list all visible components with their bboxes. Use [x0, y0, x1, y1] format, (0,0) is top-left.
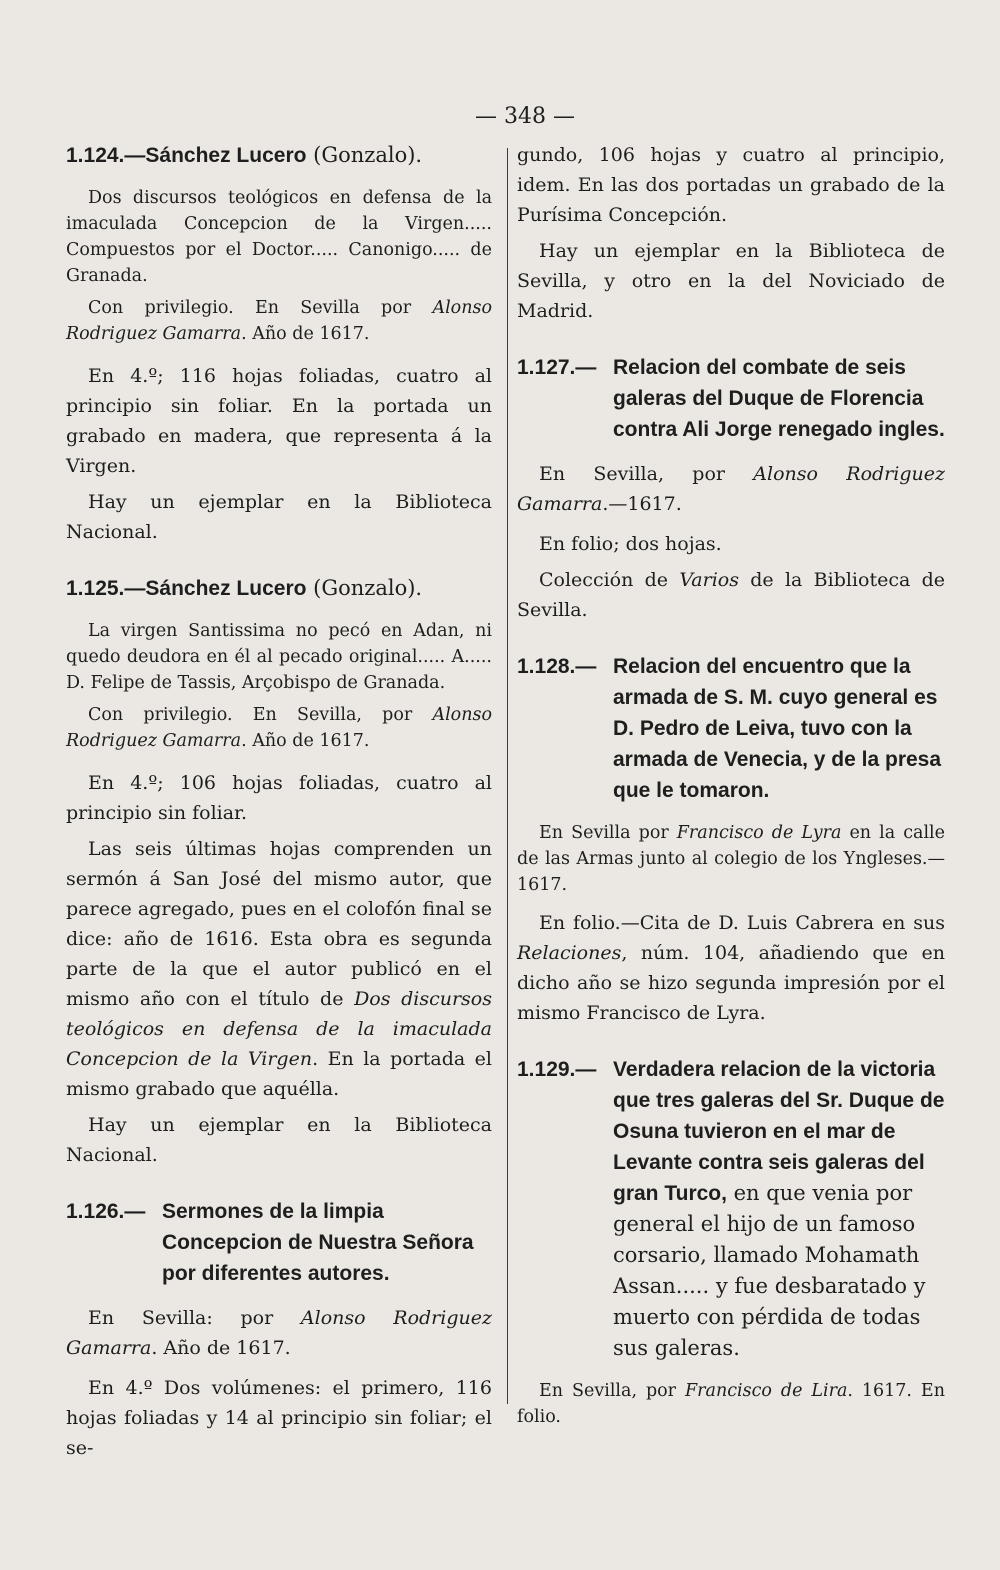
entry-heading	[517, 1054, 945, 1364]
imprint: En Sevilla, por Alonso Rodriguez Gamarra.—1617.	[517, 463, 945, 515]
imprint: En Sevilla, por Francisco de Lira. 1617. En folio.	[517, 1381, 945, 1427]
entry-title: Relacion del combate de seis galeras del Duque de Florencia contra Ali Jorge renegado ingles.	[613, 356, 945, 441]
entry-number: 1.124.—	[66, 144, 146, 167]
entry-title-text: La virgen Santissima no pecó en Adan, ni quedo deudora en él al pecado original..... A..... D. Felipe de Tassis, Arçobispo de Granada.	[66, 621, 492, 693]
location-note: Hay un ejemplar en la Biblioteca Nacional.	[66, 491, 492, 543]
entry-1124	[66, 140, 492, 547]
entry-title: Sermones de la limpia Concepcion de Nuestra Señora por diferentes autores.	[162, 1200, 474, 1285]
entry-author: Sánchez Lucero	[145, 577, 307, 600]
right-column	[517, 140, 945, 1456]
description-continued: gundo, 106 hojas y cuatro al principio, idem. En las dos portadas un grabado de la Purísima Concepción.	[517, 144, 945, 226]
imprint: Con privilegio. En Sevilla por Alonso Rodriguez Gamarra. Año de 1617.	[66, 298, 492, 344]
entry-author: Sánchez Lucero	[145, 144, 307, 167]
note: Las seis últimas hojas comprenden un sermón á San José del mismo autor, que parece agregado, pues en el colofón final se dice: año de 1616. Esta obra es segunda parte de la que el autor publicó en el mismo año con el título de Dos discursos teológicos en defensa de la imaculada Concepcion de la Virgen. En la portada el mismo grabado que aquélla.	[66, 838, 493, 1100]
location-note: Hay un ejemplar en la Biblioteca de Sevilla, y otro en la del Noviciado de Madrid.	[517, 240, 945, 322]
description: En 4.º; 116 hojas foliadas, cuatro al principio sin foliar. En la portada un grabado en madera, que representa á la Virgen.	[66, 365, 492, 477]
description: En 4.º Dos volúmenes: el primero, 116 hojas foliadas y 14 al principio sin foliar; el se-	[66, 1377, 492, 1459]
description: En folio.—Cita de D. Luis Cabrera en sus Relaciones, núm. 104, añadiendo que en dicho año se hizo segunda impresión por el mismo Francisco de Lyra.	[517, 912, 945, 1024]
entry-title: Verdadera relacion de la victoria que tres galeras del Sr. Duque de Osuna tuvieron en el mar de Levante contra seis galeras del gran Turco,	[613, 1058, 945, 1205]
entry-1126	[66, 1196, 492, 1463]
description: En folio; dos hojas.	[539, 533, 722, 555]
entry-heading	[66, 573, 492, 604]
entry-1128	[517, 651, 945, 1028]
entry-heading	[517, 651, 945, 806]
entry-number: 1.125.—	[66, 577, 146, 600]
entry-heading	[66, 1196, 492, 1289]
entry-1126-continued	[517, 140, 945, 326]
entry-1125	[66, 573, 492, 1170]
imprint: Con privilegio. En Sevilla, por Alonso Rodriguez Gamarra. Año de 1617.	[66, 705, 492, 751]
entry-title-rest: en que venia por general el hijo de un famoso corsario, llamado Mohamath Assan..... y fue desbaratado y muerto con pérdida de todas sus galeras.	[613, 1181, 926, 1360]
entry-number: 1.129.—	[517, 1058, 597, 1081]
entry-number: 1.127.—	[517, 356, 597, 379]
entry-author-name: (Gonzalo).	[306, 143, 423, 167]
left-column	[66, 140, 492, 1489]
entry-author-name: (Gonzalo).	[306, 576, 423, 600]
imprint: En Sevilla: por Alonso Rodriguez Gamarra. Año de 1617.	[66, 1307, 492, 1359]
entry-1127	[517, 352, 945, 625]
location-note: Hay un ejemplar en la Biblioteca Nacional.	[66, 1114, 492, 1166]
location-note: Colección de Varios de la Biblioteca de Sevilla.	[517, 569, 945, 621]
entry-number: 1.126.—	[66, 1200, 146, 1223]
column-divider	[507, 148, 508, 1404]
entry-title: Relacion del encuentro que la armada de S. M. cuyo general es D. Pedro de Leiva, tuvo con la armada de Venecia, y de la presa que le tomaron.	[613, 655, 942, 802]
entry-number: 1.128.—	[517, 655, 597, 678]
entry-heading	[66, 140, 492, 171]
description: En 4.º; 106 hojas foliadas, cuatro al principio sin foliar.	[66, 772, 492, 824]
entry-title-text: Dos discursos teológicos en defensa de la imaculada Concepcion de la Virgen..... Compuestos por el Doctor..... Canonigo..... de Granada.	[66, 188, 492, 286]
page-number: — 348 —	[475, 104, 575, 129]
imprint: En Sevilla por Francisco de Lyra en la calle de las Armas junto al colegio de los Yngleses.—1617.	[517, 823, 945, 895]
entry-heading	[517, 352, 945, 445]
entry-1129	[517, 1054, 945, 1430]
